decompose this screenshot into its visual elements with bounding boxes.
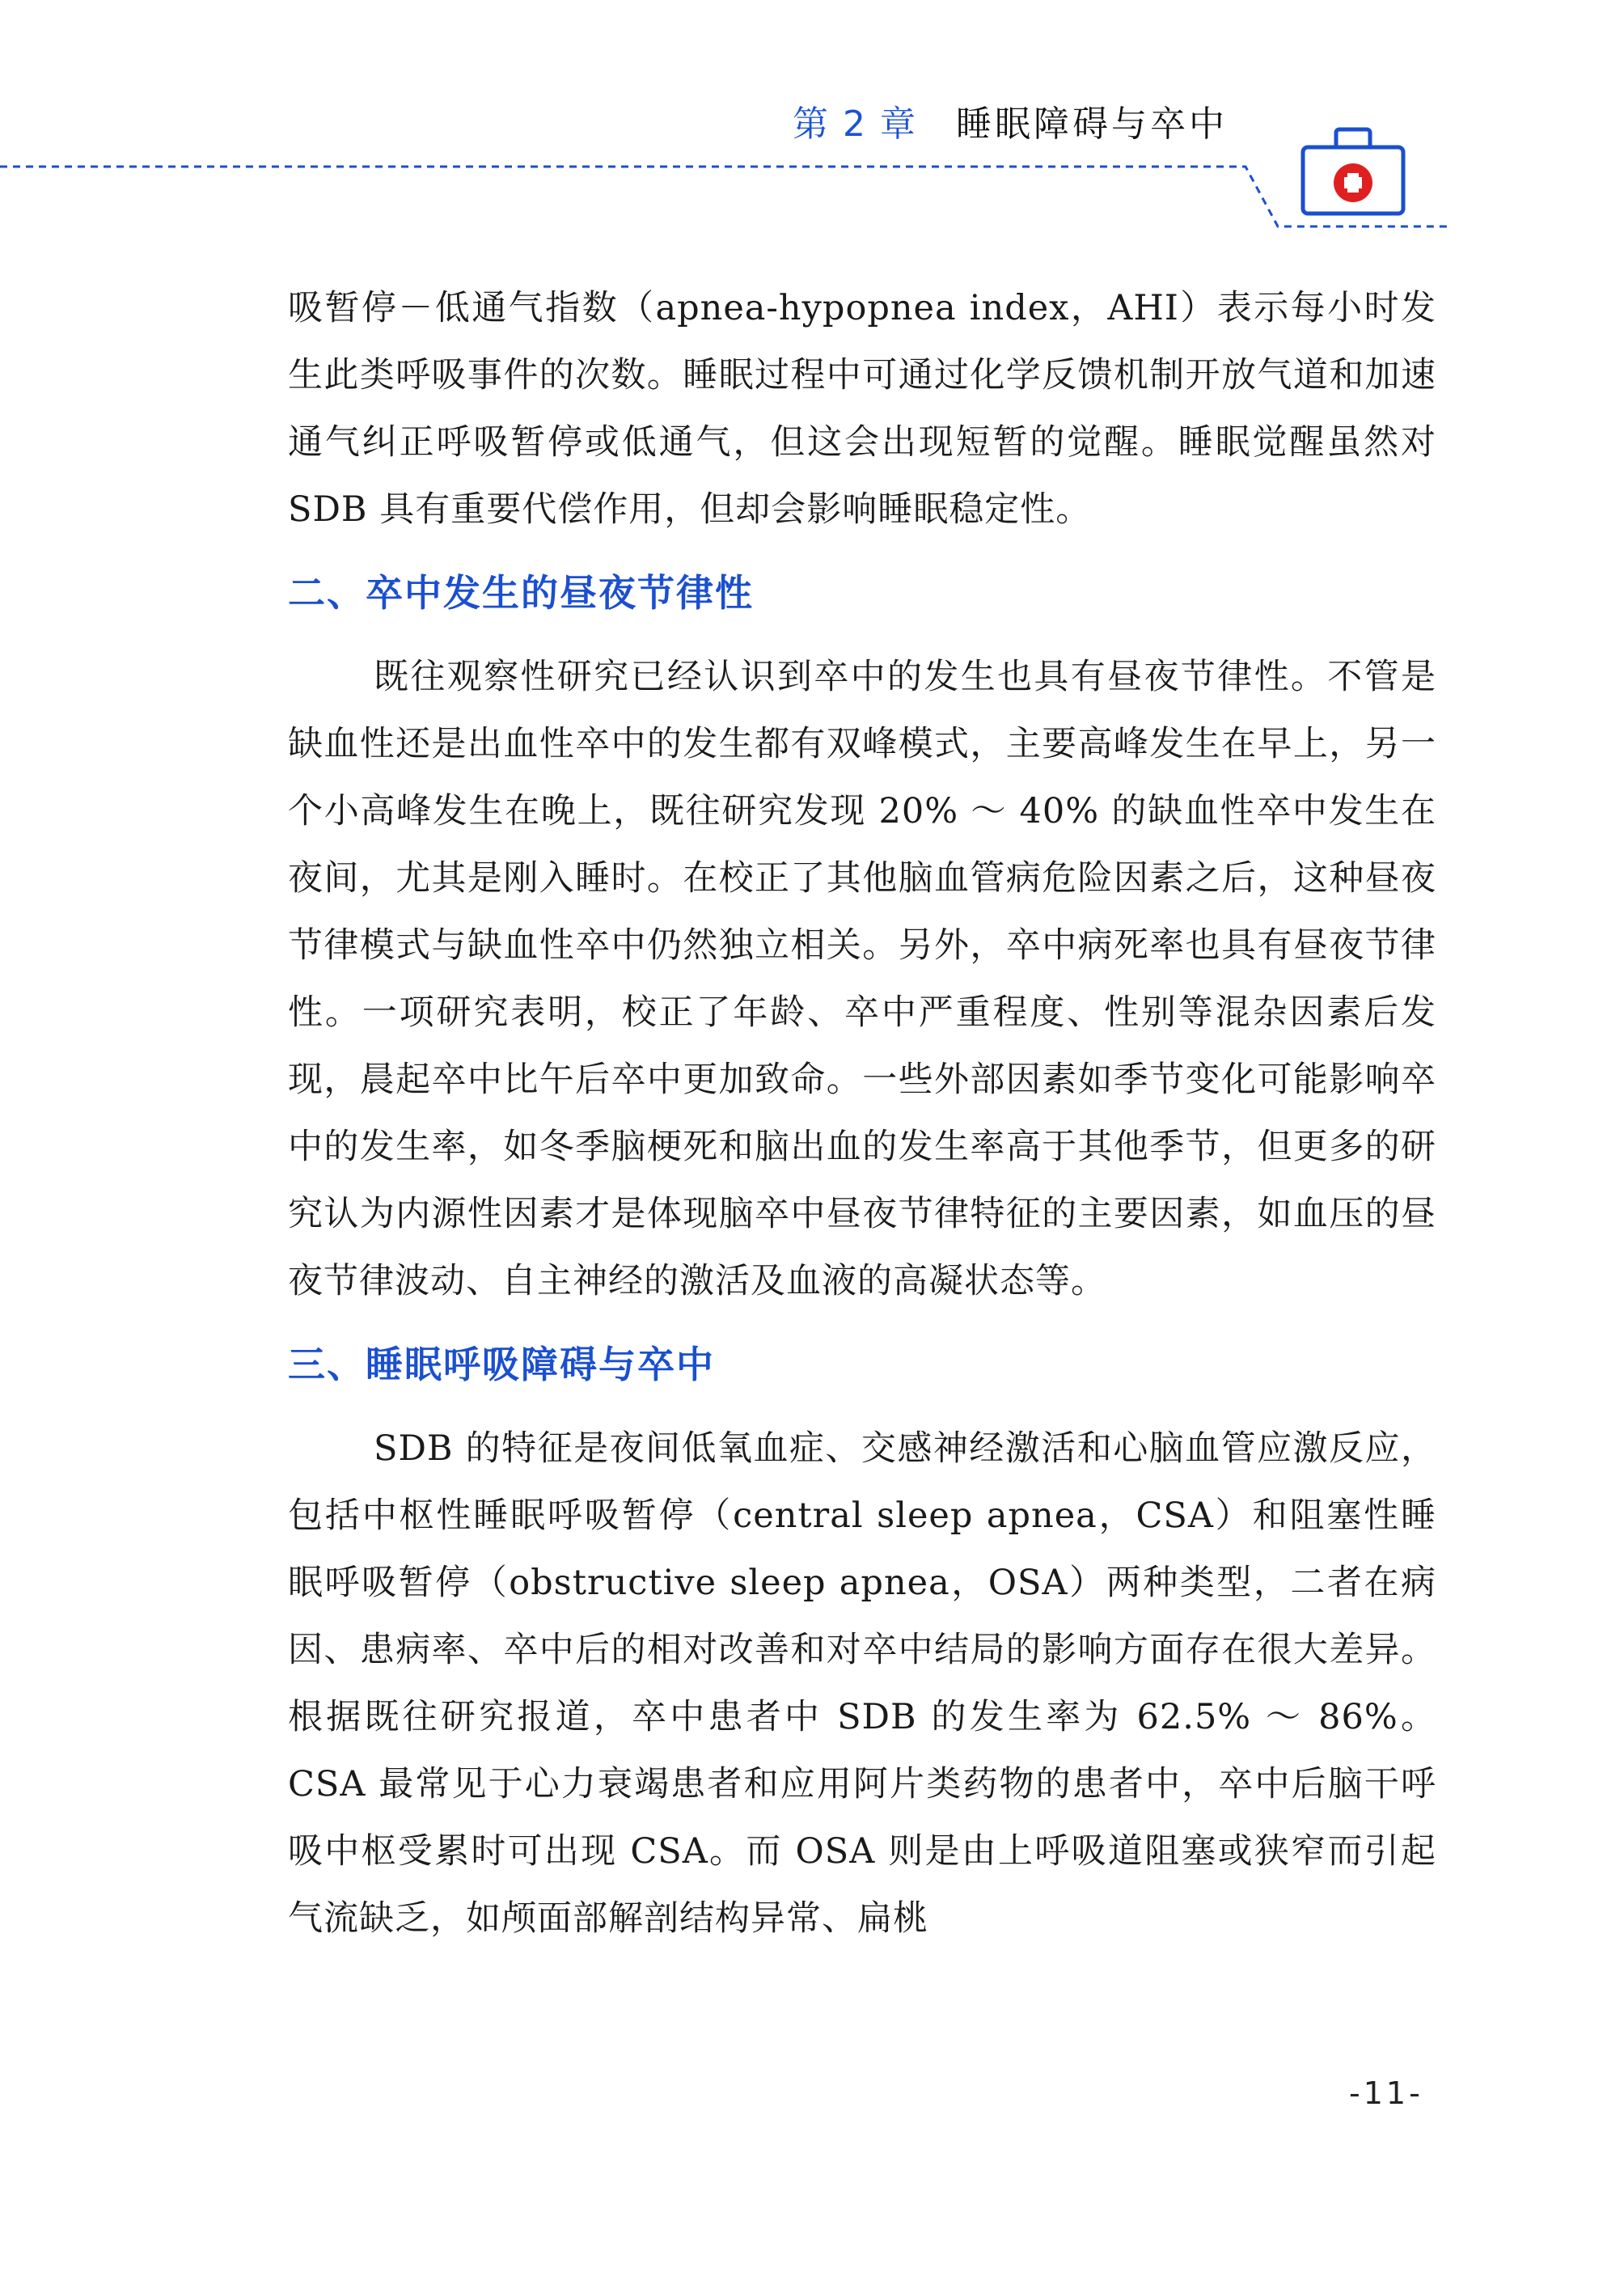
- first-aid-kit-icon: [1303, 129, 1403, 214]
- page-body: [288, 275, 1436, 1952]
- section-heading-sdb: 三、睡眠呼吸障碍与卒中: [288, 1343, 715, 1386]
- paragraph-sdb: SDB 的特征是夜间低氧血症、交感神经激活和心脑血管应激反应，包括中枢性睡眠呼吸暂停（central sleep apnea，CSA）和阻塞性睡眠呼吸暂停（obstructive sleep apnea，OSA）两种类型，二者在病因、患病率、卒中后的相对改善和对卒中结局的影响方面存在很大差异。根据既往研究报道，卒中患者中 SDB 的发生率为 62.5% ～ 86%。CSA 最常见于心力衰竭患者和应用阿片类药物的患者中，卒中后脑干呼吸中枢受累时可出现 CSA。而 OSA 则是由上呼吸道阻塞或狭窄而引起气流缺乏，如颅面部解剖结构异常、扁桃: [288, 1428, 1436, 1939]
- chapter-title: 睡眠障碍与卒中: [955, 104, 1228, 145]
- page-header: [0, 0, 1624, 243]
- section-heading-circadian: 二、卒中发生的昼夜节律性: [288, 571, 754, 615]
- running-header: [793, 104, 1228, 145]
- page-number: -11-: [1349, 2075, 1423, 2111]
- paragraph-circadian: 既往观察性研究已经认识到卒中的发生也具有昼夜节律性。不管是缺血性还是出血性卒中的发生都有双峰模式，主要高峰发生在早上，另一个小高峰发生在晚上，既往研究发现 20% ～ 40% 的缺血性卒中发生在夜间，尤其是刚入睡时。在校正了其他脑血管病危险因素之后，这种昼夜节律模式与缺血性卒中仍然独立相关。另外，卒中病死率也具有昼夜节律性。一项研究表明，校正了年龄、卒中严重程度、性别等混杂因素后发现，晨起卒中比午后卒中更加致命。一些外部因素如季节变化可能影响卒中的发生率，如冬季脑梗死和脑出血的发生率高于其他季节，但更多的研究认为内源性因素才是体现脑卒中昼夜节律特征的主要因素，如血压的昼夜节律波动、自主神经的激活及血液的高凝状态等。: [288, 657, 1436, 1301]
- chapter-number: 第 2 章: [793, 104, 917, 145]
- paragraph-continued: 吸暂停－低通气指数（apnea-hypopnea index，AHI）表示每小时发生此类呼吸事件的次数。睡眠过程中可通过化学反馈机制开放气道和加速通气纠正呼吸暂停或低通气，但这会出现短暂的觉醒。睡眠觉醒虽然对 SDB 具有重要代偿作用，但却会影响睡眠稳定性。: [288, 288, 1436, 530]
